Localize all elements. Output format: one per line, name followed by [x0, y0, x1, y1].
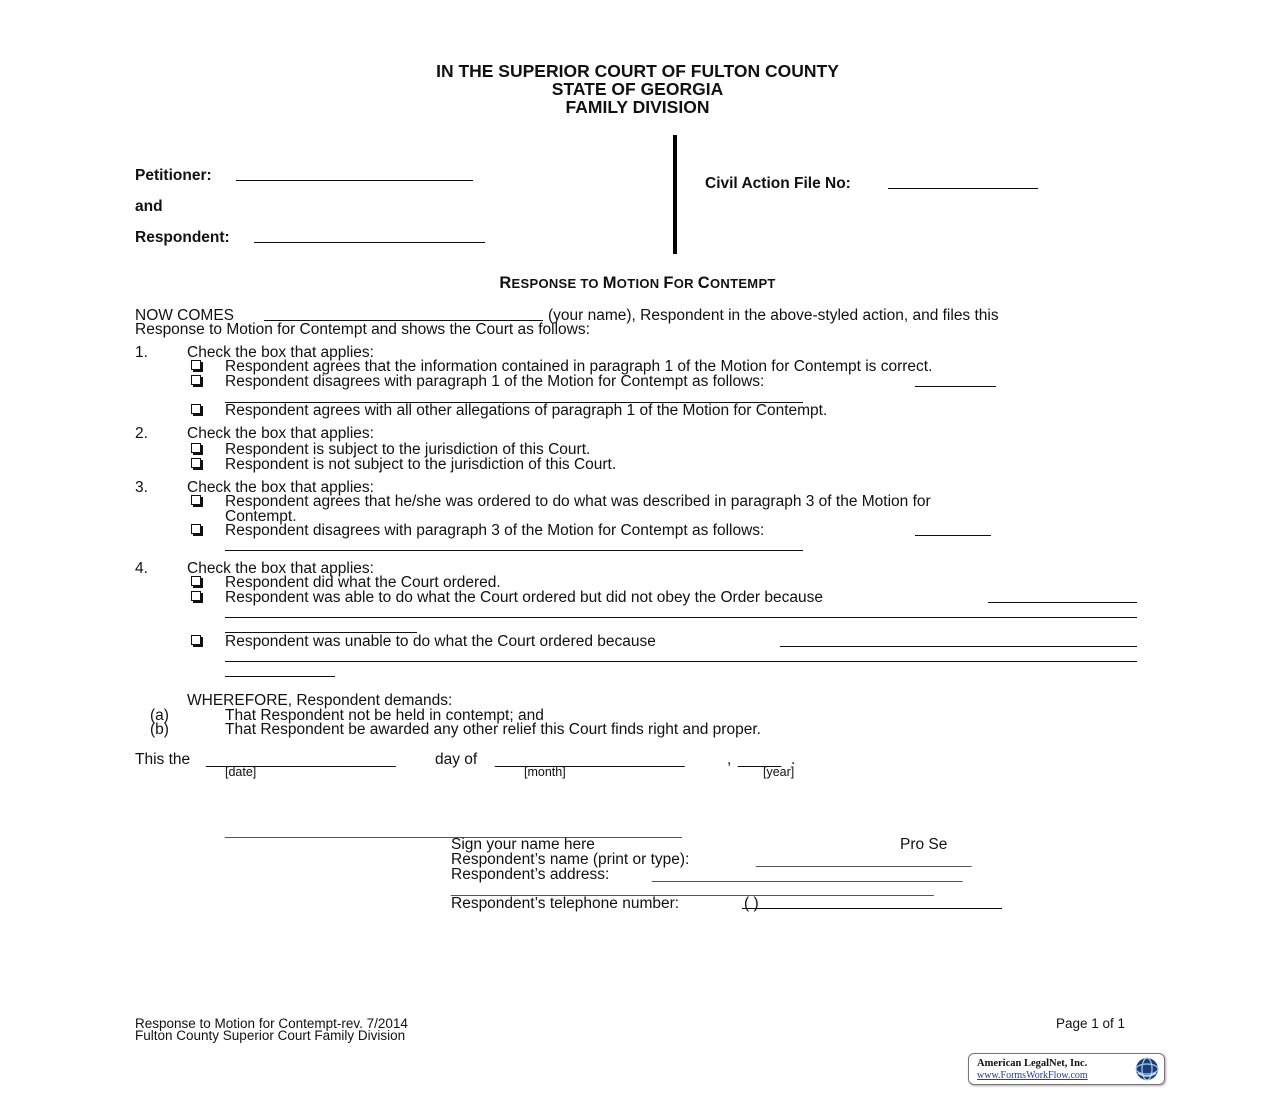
checkbox[interactable]: [191, 458, 201, 468]
comma: ,: [727, 751, 732, 768]
globe-icon: [1135, 1057, 1159, 1081]
phone-label: Respondent’s telephone number:: [451, 895, 680, 912]
option-text-cont: Contempt.: [225, 508, 297, 525]
phone-area-code[interactable]: ( ): [744, 895, 759, 912]
section-number: 2.: [135, 425, 148, 442]
section-number: 4.: [135, 560, 148, 577]
state-name: STATE OF GEORGIA: [551, 79, 724, 99]
explanation-field[interactable]: [915, 386, 996, 387]
and-label: and: [135, 198, 163, 215]
explanation-field[interactable]: [225, 550, 803, 551]
american-legalnet-logo[interactable]: [968, 1053, 1165, 1085]
checkbox[interactable]: [191, 576, 201, 586]
checkbox[interactable]: [191, 524, 201, 534]
address-label: Respondent’s address:: [451, 866, 610, 883]
explanation-field[interactable]: [915, 535, 991, 536]
option-text: Respondent disagrees with paragraph 1 of the Motion for Contempt as follows:: [225, 373, 765, 390]
section-number: 1.: [135, 344, 148, 361]
checkbox[interactable]: [191, 495, 201, 505]
option-text: Respondent disagrees with paragraph 3 of the Motion for Contempt as follows:: [225, 522, 765, 539]
phone-field[interactable]: [742, 908, 1002, 909]
division-name: FAMILY DIVISION: [565, 97, 710, 117]
court-name: IN THE SUPERIOR COURT OF FULTON COUNTY: [436, 61, 839, 81]
address-blank-2[interactable]: ________________________________________________________: [451, 880, 934, 897]
logo-company: American LegalNet, Inc.: [977, 1058, 1088, 1069]
intro-text-line2: Response to Motion for Contempt and shows the Court as follows:: [135, 321, 590, 338]
checkbox[interactable]: [191, 404, 201, 414]
day-of-label: day of: [435, 751, 478, 768]
pro-se-label: Pro Se: [900, 836, 948, 853]
footer-form-name: Response to Motion for Contempt-rev. 7/2014: [135, 1016, 408, 1031]
petitioner-field[interactable]: [236, 180, 473, 181]
option-text: Respondent was unable to do what the Court ordered because: [225, 633, 656, 650]
petitioner-label: Petitioner:: [135, 167, 212, 184]
demand-label-b: (b): [150, 721, 169, 738]
intro-text: (your name), Respondent in the above-styled action, and files this: [548, 307, 999, 324]
checkbox[interactable]: [191, 360, 201, 370]
civil-action-label: Civil Action File No:: [705, 175, 851, 192]
wherefore-heading: WHEREFORE, Respondent demands:: [187, 692, 453, 709]
demand-text-b: That Respondent be awarded any other relief this Court finds right and proper.: [225, 721, 761, 738]
explanation-field[interactable]: [225, 661, 1137, 662]
civil-action-field[interactable]: [888, 188, 1038, 189]
explanation-field[interactable]: [988, 602, 1137, 603]
explanation-field[interactable]: [225, 676, 335, 677]
checkbox[interactable]: [191, 375, 201, 385]
sign-here-label: Sign your name here: [451, 836, 595, 853]
name-blank[interactable]: _________________________: [756, 851, 972, 868]
section-heading: Check the box that applies:: [187, 479, 374, 496]
respondent-label: Respondent:: [135, 229, 230, 246]
year-caption: [year]: [763, 765, 795, 779]
respondent-field[interactable]: [254, 242, 485, 243]
page-number: Page 1 of 1: [1056, 1016, 1126, 1031]
section-heading: Check the box that applies:: [187, 425, 374, 442]
date-blank[interactable]: ______________________: [206, 751, 396, 768]
month-blank[interactable]: ______________________: [495, 751, 685, 768]
now-comes-label: NOW COMES: [135, 307, 235, 324]
option-text: Respondent was able to do what the Court ordered but did not obey the Order because: [225, 589, 823, 606]
date-caption: [date]: [225, 765, 257, 779]
this-the-label: This the: [135, 751, 191, 768]
option-text: Respondent did what the Court ordered.: [225, 574, 501, 591]
checkbox[interactable]: [191, 591, 201, 601]
name-label: Respondent’s name (print or type):: [451, 851, 690, 868]
section-heading: Check the box that applies:: [187, 560, 374, 577]
demand-text-a: That Respondent not be held in contempt; and: [225, 707, 544, 724]
period: .: [791, 751, 796, 768]
footer-court: Fulton County Superior Court Family Division: [135, 1028, 406, 1043]
caption-divider: [673, 135, 677, 254]
option-text: Respondent is subject to the jurisdiction of this Court.: [225, 441, 591, 458]
explanation-field[interactable]: [780, 646, 1137, 647]
month-caption: [month]: [524, 765, 566, 779]
year-blank[interactable]: _____: [738, 751, 782, 768]
address-blank[interactable]: ____________________________________: [652, 866, 963, 883]
checkbox[interactable]: [191, 635, 201, 645]
checkbox[interactable]: [191, 443, 201, 453]
option-text: Respondent agrees with all other allegations of paragraph 1 of the Motion for Contempt.: [225, 402, 828, 419]
option-text: Respondent agrees that the information contained in paragraph 1 of the Motion for Contempt is correct.: [225, 358, 933, 375]
option-text: Respondent agrees that he/she was ordered to do what was described in paragraph 3 of the Motion for: [225, 493, 931, 510]
logo-url[interactable]: www.FormsWorkFlow.com: [977, 1070, 1088, 1081]
explanation-field[interactable]: [225, 617, 1137, 618]
demand-label-a: (a): [150, 707, 169, 724]
section-heading: Check the box that applies:: [187, 344, 374, 361]
option-text: Respondent is not subject to the jurisdiction of this Court.: [225, 456, 617, 473]
document-title: RESPONSE TO MOTION FOR CONTEMPT: [499, 274, 776, 292]
signature-line[interactable]: _____________________________________________________: [225, 822, 682, 839]
section-number: 3.: [135, 479, 148, 496]
